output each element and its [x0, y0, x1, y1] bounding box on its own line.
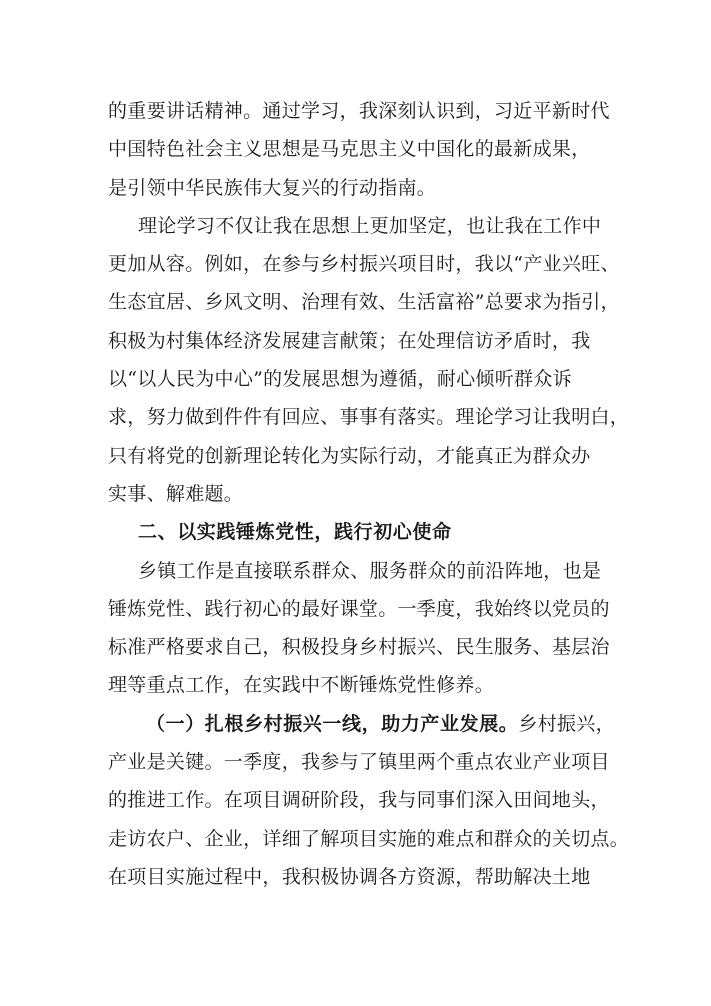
text-line: 实事、解难题。 — [108, 482, 244, 505]
text-line: 锤炼党性、践行初心的最好课堂。一季度，我始终以党员的 — [108, 597, 610, 620]
text-run: 乡村振兴， — [518, 712, 615, 735]
text-line: 更加从容。例如，在参与乡村振兴项目时，我以“产业兴旺、 — [108, 253, 620, 276]
text-line: 生态宜居、乡风文明、治理有效、生活富裕”总要求为指引， — [108, 291, 620, 314]
section-heading: 二、以实践锤炼党性，践行初心使命 — [138, 521, 452, 544]
text-line — [108, 705, 615, 743]
text-line: 理论学习不仅让我在思想上更加坚定，也让我在工作中 — [138, 214, 602, 237]
text-line: 以“以人民为中心”的发展思想为遵循，耐心倾听群众诉 — [108, 368, 572, 391]
text-line: 中国特色社会主义思想是马克思主义中国化的最新成果， — [108, 138, 591, 161]
text-line: 的推进工作。在项目调研阶段，我与同事们深入田间地头， — [108, 789, 610, 812]
text-line: 的重要讲话精神。通过学习，我深刻认识到，习近平新时代 — [108, 100, 610, 122]
paragraph-2 — [108, 207, 630, 513]
text-line: 产业是关键。一季度，我参与了镇里两个重点农业产业项目 — [108, 751, 610, 774]
paragraph-3 — [108, 552, 608, 705]
text-line: 走访农户、企业，详细了解项目实施的难点和群众的关切点。 — [108, 827, 630, 850]
text-line: 乡镇工作是直接联系群众、服务群众的前沿阵地，也是 — [138, 559, 602, 582]
text-line: 在项目实施过程中，我积极协调各方资源，帮助解决土地 — [108, 865, 591, 888]
subsection-heading: （一）扎根乡村振兴一线，助力产业发展。 — [146, 712, 519, 735]
text-line: 积极为村集体经济发展建言献策；在处理信访矛盾时，我 — [108, 329, 591, 352]
text-line: 只有将党的创新理论转化为实际行动，才能真正为群众办 — [108, 444, 591, 467]
document-body — [108, 92, 630, 896]
paragraph-1 — [108, 92, 608, 207]
text-line: 求，努力做到件件有回应、事事有落实。理论学习让我明白， — [108, 406, 630, 429]
paragraph-4 — [108, 705, 630, 896]
text-line: 理等重点工作，在实践中不断锤炼党性修养。 — [108, 674, 495, 697]
text-line: 标准严格要求自己，积极投身乡村振兴、民生服务、基层治 — [108, 636, 610, 659]
text-line: 是引领中华民族伟大复兴的行动指南。 — [108, 176, 437, 199]
